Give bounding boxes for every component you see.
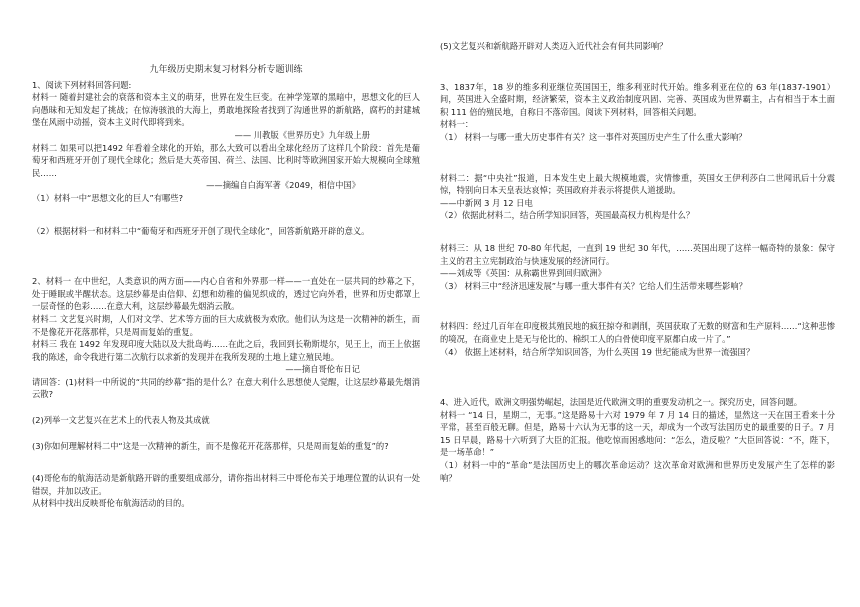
q4-intro: 4、进入近代，欧洲文明强势崛起，法国是近代欧洲文明的重要发动机之一。探究历史，回答问题。	[440, 397, 803, 408]
q4-material-1: 材料一 “14 日，星期二，无事。”这是路易十六对 1979 年 7 月 14 日的描述，显然这一天在国王看来十分平常，甚至百般无聊。但是，路易十六认为无事的这一天，却成为一个改写法国历史的最重要的日子。7 月 15 日早晨，路易十六听到了大臣的汇报。他吃惊而困惑地问：“怎么，造反啦？”大臣回答说：“不，陛下，是一场革命！”	[440, 409, 835, 458]
q1-material-1-source: —— 川教版《世界历史》九年级上册	[234, 129, 370, 140]
q1-intro: 1、阅读下列材料回答问题:	[32, 79, 132, 90]
q1-material-1: 材料一 随着封建社会的衰落和资本主义的萌芽，世界在发生巨变。在神学笼罩的黑暗中，思想文化的巨人向愚昧和无知发起了挑战；在惊涛骇浪的大海上，勇敢地探险者找到了沟通世界的新航路，腐朽的封建城堡在风雨中动摇，资本主义时代即将到来。	[32, 92, 420, 128]
q2-material-3-source: ——摘自哥伦布日记	[285, 364, 360, 375]
q2-material-2: 材料二 文艺复兴时期，人们对文学、艺术等方面的巨大成就极为欢欣。他们认为这是一次精神的新生，而不是像花开花落那样，只是周而复始的重复。	[32, 313, 420, 337]
q3-intro: 3、1837年，18 岁的维多利亚继位英国国王，维多利亚时代开始。维多利亚在位的 63 年(1837-1901）间，英国进入全盛时期，经济繁荣，资本主义政治制度巩固、完善、英国成为世界霸主，占有相当于本土面积 111 倍的殖民地，自称日不落帝国。阅读下列材料，回答相关问题。	[440, 81, 835, 117]
q2-question-5-cont: (5)文艺复兴和新航路开辟对人类迈入近代社会有何共同影响？	[440, 41, 668, 51]
q2-question-4: (4)哥伦布的航海活动是新航路开辟的重要组成部分，请你指出材料三中哥伦布关于地理位置的认识有一处错误，并加以改正。	[32, 473, 420, 496]
q2-question-2: (2)列举一文艺复兴在艺术上的代表人物及其成就	[32, 415, 210, 426]
q2-question-3: (3)你如何理解材料二中“这是一次精神的新生，而不是像花开花落那样，只是周而复始的重复”的?	[32, 440, 389, 451]
left-column	[32, 64, 420, 510]
q1-material-2: 材料二 如果可以把1492 年看着全球化的开始，那么大致可以看出全球化经历了这样几个阶段：首先是葡萄牙和西班牙开创了现代全球化；然后是大英帝国、荷兰、法国、比利时等欧洲国家开始大规模向全球殖民……	[32, 142, 420, 178]
q3-material-2: 材料二：据“中央社”报道，日本发生史上最大规模地震，灾情惨重，英国女王伊利莎白二世闻讯后十分震惊，特别向日本天皇表达哀悼；英国政府并表示将提供人道援助。	[440, 172, 835, 196]
q2-question-1: 请回答：(1)材料一中所说的“共同的纱幕”指的是什么？在意大利什么思想使人觉醒，让这层纱幕最先烟消云散?	[32, 376, 420, 400]
q3-question-2: （2）依据此材料二，结合所学知识回答，英国最高权力机构是什么？	[440, 210, 695, 221]
q2-material-3: 材料三 我在 1492 年发现印度大陆以及大批岛屿……在此之后，我回到长勒斯堤尔，见王上，而王上依据我的陈述，命令我进行第二次航行以求新的发现并在我所发现的土地上建立殖民地。	[32, 339, 420, 362]
q3-question-3: （3） 材料三中“经济迅速发展”与哪一重大事件有关？它给人们生活带来哪些影响？	[440, 280, 747, 291]
q1-question-1: （1）材料一中“思想文化的巨人”有哪些?	[32, 192, 184, 203]
q1-material-2-source: ——摘编自白海军著《2049，相信中国》	[206, 180, 360, 191]
right-column	[440, 40, 835, 484]
q2-material-1: 2、材料一 在中世纪，人类意识的两方面——内心自省和外界那一样——一直处在一层共同的纱幕之下，处于睡眠或半醒状态。这层纱幕是由信仰、幻想和幼稚的偏见织成的，透过它向外看，世界和历史都罩上一层奇怪的色彩……在意大利，这层纱幕最先烟消云散。	[32, 276, 420, 312]
q3-material-4: 材料四：经过几百年在印度极其殖民地的疯狂掠夺和剥削，英国获取了无数的财富和生产原料……“这种悲惨的境况，在商业史上是无与伦比的、棉织工人的白骨使印度平原都白成一片了。”	[440, 321, 835, 344]
q3-material-3-source: ——刘成等《英国：从称霸世界到回归欧洲》	[440, 268, 606, 279]
q1-question-2: （2）根据材料一和材料二中“葡萄牙和西班牙开创了现代全球化”，回答新航路开辟的意义。	[32, 225, 370, 236]
q3-question-1: （1） 材料一与哪一重大历史事件有关？这一事件对英国历史产生了什么重大影响？	[440, 131, 747, 142]
q3-material-2-source: ——中新网 3 月 12 日电	[440, 197, 533, 208]
q4-question-1: （1）材料一中的“革命”是法国历史上的哪次革命运动？这次革命对欧洲和世界历史发展产生了怎样的影响？	[440, 460, 835, 483]
worksheet-title: 九年级历史期末复习材料分析专题训练	[149, 65, 303, 75]
q2-question-5: 从材料中找出反映哥伦布航海活动的目的。	[32, 498, 190, 509]
q3-material-1-label: 材料一：	[440, 119, 474, 130]
q3-question-4: （4） 依据上述材料，结合所学知识回答，为什么英国 19 世纪能成为世界一流强国？	[440, 346, 755, 357]
q3-material-3: 材料三：从 18 世纪 70-80 年代起，一直到 19 世纪 30 年代，……英国出现了这样一幅奇特的景象：保守主义的君主立宪制政治与快速发展的经济同行。	[440, 242, 835, 266]
